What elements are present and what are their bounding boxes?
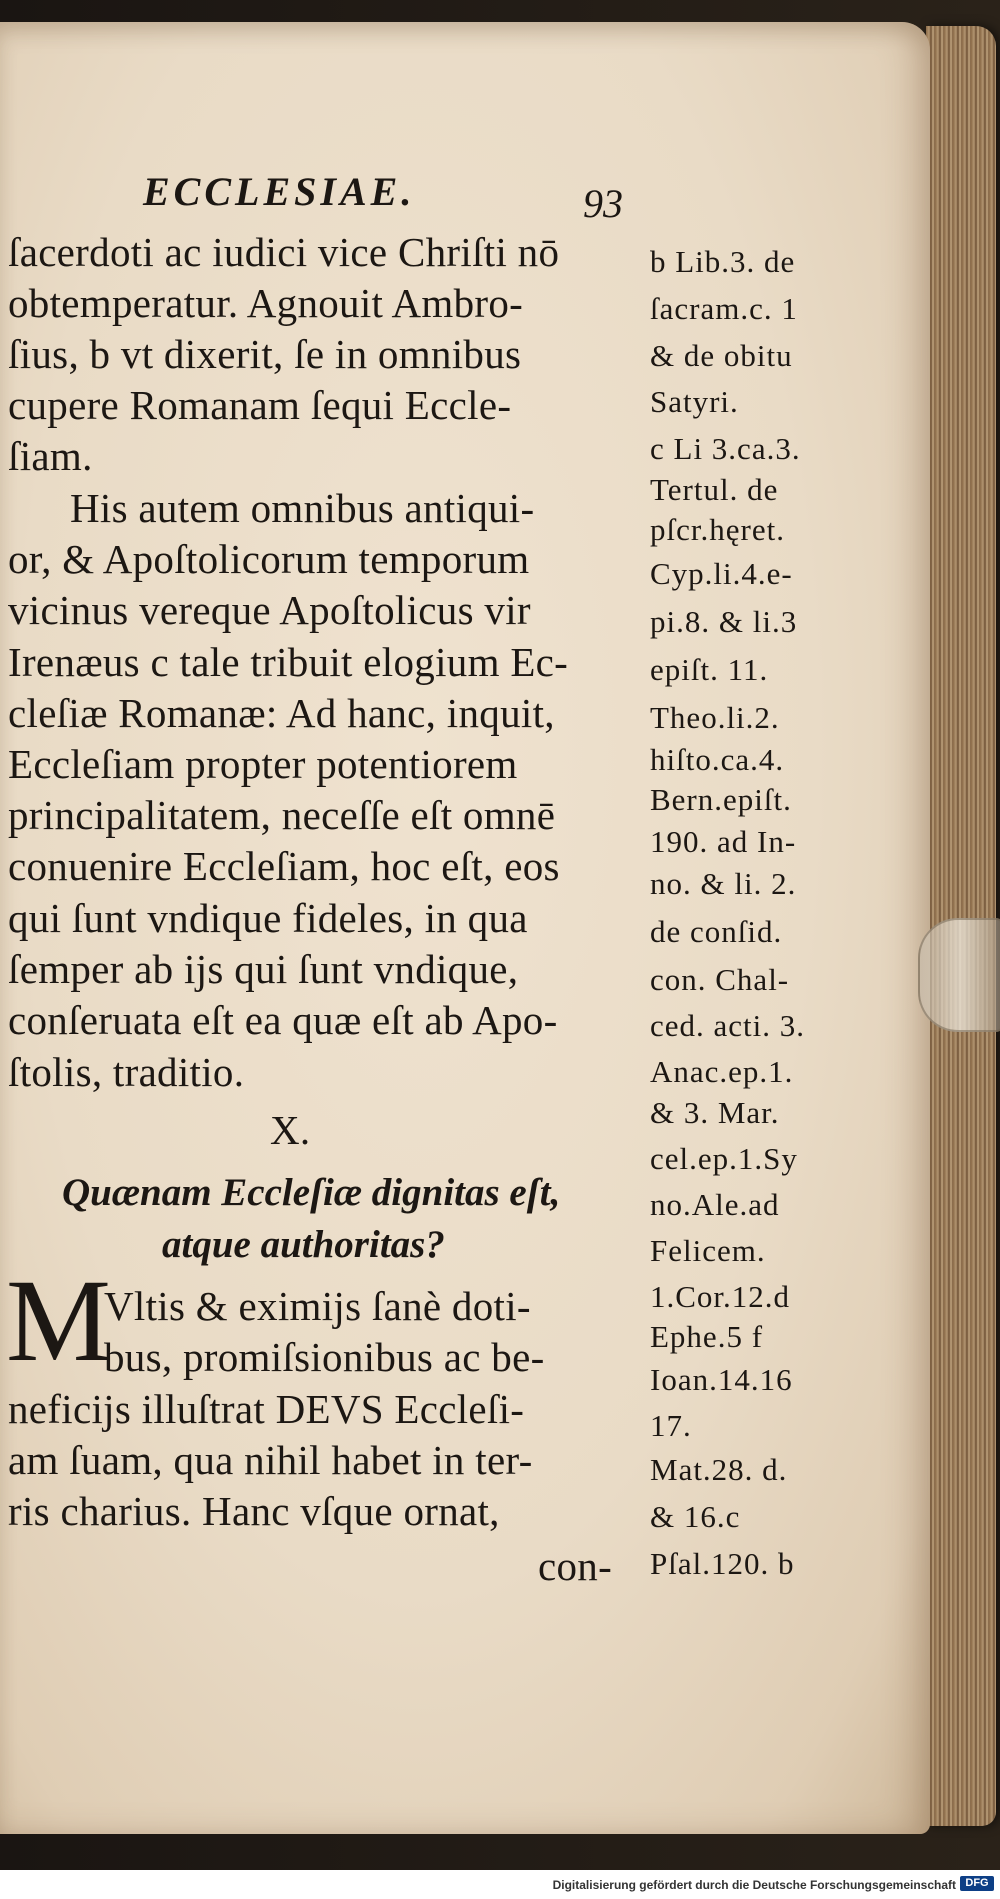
page-number: 93: [583, 181, 623, 226]
footer-credit: Digitalisierung gefördert durch die Deutsche Forschungsgemeinschaft: [552, 1878, 956, 1892]
section-line: neficijs illuſtrat DEVS Eccleſi-: [8, 1386, 525, 1432]
margin-note: Mat.28. d.: [650, 1452, 788, 1487]
main-line: Eccleſiam propter potentiorem: [8, 741, 518, 787]
main-line: cupere Romanam ſequi Eccle-: [8, 382, 512, 428]
main-line: qui ſunt vndique fideles, in qua: [8, 895, 528, 941]
main-line: or, & Apoſtolicorum temporum: [8, 536, 530, 582]
main-line: ſius, b vt dixerit, ſe in omnibus: [8, 331, 522, 377]
section-title-line: Quænam Eccleſiæ dignitas eſt,: [62, 1171, 561, 1214]
margin-note: c Li 3.ca.3.: [650, 431, 801, 466]
main-line: His autem omnibus antiqui-: [70, 485, 535, 531]
margin-note: Ephe.5 f: [650, 1319, 764, 1354]
margin-note: de conſid.: [650, 914, 783, 949]
margin-note: pſcr.hęret.: [650, 512, 785, 547]
margin-note: Ioan.14.16: [650, 1362, 793, 1397]
margin-note: & 16.c: [650, 1499, 741, 1534]
margin-note: Theo.li.2.: [650, 700, 780, 735]
margin-note: Bern.epiſt.: [650, 782, 792, 817]
margin-note: Tertul. de: [650, 472, 779, 507]
margin-note: Cyp.li.4.e-: [650, 556, 793, 591]
drop-initial: M: [6, 1255, 111, 1386]
section-title-line: atque authoritas?: [162, 1223, 445, 1266]
section-number: X.: [270, 1107, 311, 1153]
footer-bar: [0, 1870, 1000, 1899]
main-line: ſacerdoti ac iudici vice Chriſti nō: [8, 229, 560, 275]
margin-note: epiſt. 11.: [650, 652, 769, 687]
margin-note: Pſal.120. b: [650, 1546, 795, 1581]
margin-note: ced. acti. 3.: [650, 1008, 806, 1043]
margin-note: hiſto.ca.4.: [650, 742, 785, 777]
margin-note: no. & li. 2.: [650, 866, 797, 901]
margin-note: Felicem.: [650, 1233, 766, 1268]
dfg-logo: DFG: [960, 1876, 994, 1891]
running-head: ECCLESIAE.: [143, 169, 416, 214]
section-line: ris charius. Hanc vſque ornat,: [8, 1488, 500, 1534]
main-line: ſtolis, traditio.: [8, 1049, 245, 1095]
margin-note: ſacram.c. 1: [650, 291, 798, 326]
margin-note: cel.ep.1.Sy: [650, 1141, 798, 1176]
catchword: con-: [538, 1543, 613, 1589]
margin-note: b Lib.3. de: [650, 244, 796, 279]
margin-note: con. Chal-: [650, 962, 790, 997]
main-line: conuenire Eccleſiam, hoc eſt, eos: [8, 843, 560, 889]
margin-note: 17.: [650, 1408, 692, 1443]
margin-note: 190. ad In-: [650, 824, 797, 859]
page-clip: [918, 918, 1000, 1032]
section-line: Vltis & eximijs ſanè doti-: [104, 1283, 531, 1329]
margin-note: pi.8. & li.3: [650, 604, 798, 639]
margin-note: no.Ale.ad: [650, 1187, 780, 1222]
margin-note: Satyri.: [650, 384, 739, 419]
section-line: am ſuam, qua nihil habet in ter-: [8, 1437, 533, 1483]
main-line: ſiam.: [8, 433, 93, 479]
main-line: vicinus vereque Apoſtolicus vir: [8, 587, 531, 633]
margin-note: & de obitu: [650, 338, 793, 373]
margin-note: & 3. Mar.: [650, 1095, 780, 1130]
section-line: bus, promiſsionibus ac be-: [104, 1334, 545, 1380]
main-line: cleſiæ Romanæ: Ad hanc, inquit,: [8, 690, 555, 736]
margin-note: 1.Cor.12.d: [650, 1279, 791, 1314]
main-line: Irenæus c tale tribuit elogium Ec-: [8, 639, 569, 685]
main-line: ſemper ab ijs qui ſunt vndique,: [8, 946, 519, 992]
main-line: obtemperatur. Agnouit Ambro-: [8, 280, 524, 326]
margin-note: Anac.ep.1.: [650, 1054, 794, 1089]
main-line: conſeruata eſt ea quæ eſt ab Apo-: [8, 997, 558, 1043]
main-line: principalitatem, neceſſe eſt omnē: [8, 792, 556, 838]
